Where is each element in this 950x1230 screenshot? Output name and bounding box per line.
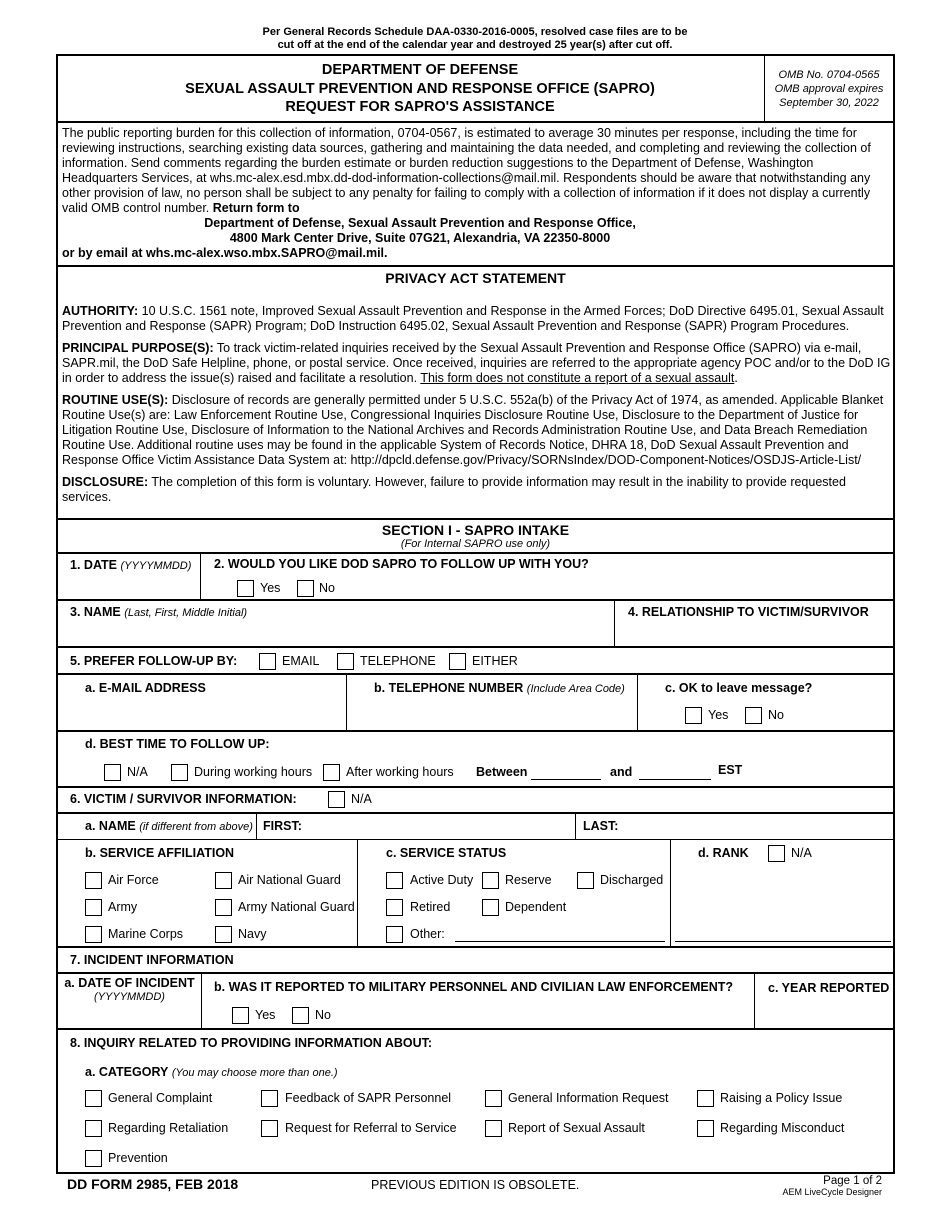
rank-na-checkbox[interactable] — [768, 845, 785, 862]
category-policy-issue-checkbox[interactable] — [697, 1090, 714, 1107]
designer-credit: AEM LiveCycle Designer — [782, 1187, 882, 1197]
burden-bottom-line — [56, 265, 895, 267]
besttime-est-label: EST — [718, 763, 743, 777]
status-reserve-checkbox[interactable] — [482, 872, 499, 889]
q1-q2-divider — [200, 553, 201, 599]
affiliation-air-national-guard-checkbox[interactable] — [215, 872, 232, 889]
category-general-info-label: General Information Request — [508, 1091, 669, 1105]
address-line2: 4800 Mark Center Drive, Suite 07G21, Alexandria, VA 22350-8000 — [229, 231, 611, 245]
page-number: Page 1 of 2 — [823, 1175, 882, 1187]
form-id: DD FORM 2985, FEB 2018 — [67, 1176, 239, 1192]
followup-either-label: EITHER — [472, 654, 518, 668]
disclosure-paragraph — [62, 475, 892, 505]
affiliation-air-force-checkbox[interactable] — [85, 872, 102, 889]
status-dependent-checkbox[interactable] — [482, 899, 499, 916]
row-q5-bottom — [56, 673, 895, 675]
besttime-after-label: After working hours — [346, 765, 454, 779]
q2-no-checkbox[interactable] — [297, 580, 314, 597]
purpose-underline: This form does not constitute a report of a sexual assault — [420, 371, 735, 385]
omb-box — [765, 68, 893, 110]
q5b-label: b. TELEPHONE NUMBER (Include Area Code) — [374, 681, 625, 695]
row-q2-bottom — [56, 599, 895, 601]
purpose-paragraph: PRINCIPAL PURPOSE(S): To track victim-related inquiries received by the Sexual Assault Prevention and Response Office (SAPRO) via e-mail, SAPR.mil, the DoD Safe Helpline, phone, or postal service. Once received, inquiries are referred to the appropriate agency POC and/or to the DoD IG in order to address the issue(s) raised and facilitate a resolution. This form does not constitute a report of a sexual assault. — [62, 341, 891, 385]
routine-text: Disclosure of records are generally permitted under 5 U.S.C. 552a(b) of the Privacy Act of 1974, as amended. Applicable Blanket Routine Use(s) are: Law Enforcement Routine Use, Congressional Inquiries Disclosure Routine Use, Disclosure to the Department of Justice for Litigation Routine Use, Disclosure of Information to the National Archives and Records Administration Routine Use, and Data Breach Remediation Routine Use. Additional routine uses may be found in the applicable System of Records Notice, DHRA 18, DoD Sexual Assault Prevention and Response Office Victim Assistance Data System at: http://dpcld.defense.gov/Privacy/SORNsIndex/DOD-Component-Notices/OSDJS-Article-List/ — [62, 393, 884, 467]
records-notice-line1: Per General Records Schedule DAA-0330-2016-0005, resolved case files are to be — [262, 26, 688, 38]
category-general-complaint-label: General Complaint — [108, 1091, 213, 1105]
disclosure-label: DISCLOSURE: — [62, 475, 149, 489]
q4-label: 4. RELATIONSHIP TO VICTIM/SURVIVOR — [628, 605, 869, 619]
q2-label: 2. WOULD YOU LIKE DOD SAPRO TO FOLLOW UP WITH YOU? — [214, 557, 589, 571]
followup-telephone-checkbox[interactable] — [337, 653, 354, 670]
row-q7abc-bottom — [56, 1028, 895, 1030]
q5b-divider — [637, 674, 638, 730]
besttime-after-checkbox[interactable] — [323, 764, 340, 781]
q8a-label: a. CATEGORY (You may choose more than one.) — [85, 1065, 338, 1079]
status-active-duty-checkbox[interactable] — [386, 872, 403, 889]
q2-no-label: No — [319, 581, 335, 595]
return-to-label: Return form to — [212, 201, 300, 215]
omb-date: September 30, 2022 — [779, 97, 879, 109]
affiliation-air-force-label: Air Force — [108, 873, 159, 887]
q7b-divider — [754, 973, 755, 1028]
q6a-divider-2 — [575, 813, 576, 839]
burden-text: The public reporting burden for this collection of information, 0704-0567, is estimated to average 30 minutes per response, including the time for reviewing instructions, searching existing data sources, gathering and maintaining the data needed, and completing and reviewing the collection of information. Send comments regarding the burden estimate or burden reduction suggestions to the Department of Defense, Washington Headquarters Services, at whs.mc-alex.esd.mbx.dd-dod-information-collections@mail.mil. Respondents should be aware that notwithstanding any other provision of law, no person shall be subject to any penalty for failing to comply with a collection of information if it does not display a currently valid OMB control number. — [62, 126, 871, 215]
header-bottom-line — [56, 121, 895, 123]
q5-label: 5. PREFER FOLLOW-UP BY: — [70, 654, 238, 668]
affiliation-air-national-guard-label: Air National Guard — [238, 873, 341, 887]
q6a-label: a. NAME (if different from above) — [85, 819, 253, 833]
row-q6-bottom — [56, 812, 895, 814]
q8-label: 8. INQUIRY RELATED TO PROVIDING INFORMATION ABOUT: — [70, 1036, 433, 1050]
status-retired-label: Retired — [410, 900, 451, 914]
status-other-label: Other: — [410, 927, 445, 941]
affiliation-army-national-guard-checkbox[interactable] — [215, 899, 232, 916]
category-prevention-label: Prevention — [108, 1151, 168, 1165]
q3-q4-divider — [614, 600, 615, 647]
page-info — [760, 1176, 882, 1198]
affiliation-army-label: Army — [108, 900, 138, 914]
q7b-yes-label: Yes — [255, 1008, 276, 1022]
category-feedback-sapr-label: Feedback of SAPR Personnel — [285, 1091, 452, 1105]
besttime-from-field[interactable] — [531, 779, 601, 780]
affiliation-marine-corps-label: Marine Corps — [108, 927, 184, 941]
category-general-info-checkbox[interactable] — [485, 1090, 502, 1107]
victim-na-checkbox[interactable] — [328, 791, 345, 808]
affiliation-army-checkbox[interactable] — [85, 899, 102, 916]
header-line1: DEPARTMENT OF DEFENSE — [321, 62, 519, 78]
affiliation-navy-checkbox[interactable] — [215, 926, 232, 943]
q7b-no-checkbox[interactable] — [292, 1007, 309, 1024]
q5a-divider — [346, 674, 347, 730]
return-address — [120, 216, 720, 246]
rank-na-label: N/A — [791, 846, 812, 860]
q3-label: 3. NAME (Last, First, Middle Initial) — [70, 605, 248, 619]
purpose-label: PRINCIPAL PURPOSE(S): — [62, 341, 214, 355]
q5c-label: c. OK to leave message? — [665, 681, 813, 695]
q2-yes-label: Yes — [260, 581, 281, 595]
category-retaliation-label: Regarding Retaliation — [108, 1121, 229, 1135]
besttime-and-label: and — [610, 765, 633, 779]
routine-label: ROUTINE USE(S): — [62, 393, 169, 407]
row-q7-bottom — [56, 972, 895, 974]
q6a-divider-1 — [256, 813, 257, 839]
q6b-label: b. SERVICE AFFILIATION — [85, 846, 235, 860]
category-misconduct-checkbox[interactable] — [697, 1120, 714, 1137]
authority-text: 10 U.S.C. 1561 note, Improved Sexual Assault Prevention and Response in the Armed Forces; DoD Directive 6495.01, Sexual Assault Prevention and Response (SAPR) Program; DoD Instruction 6495.02, Sexual Assault Prevention and Response (SAPR) Program Procedures. — [62, 304, 884, 333]
status-other-checkbox[interactable] — [386, 926, 403, 943]
q7b-yes-checkbox[interactable] — [232, 1007, 249, 1024]
category-policy-issue-label: Raising a Policy Issue — [720, 1091, 843, 1105]
omb-number: OMB No. 0704-0565 — [778, 69, 880, 81]
routine-paragraph — [62, 393, 892, 468]
q2-yes-checkbox[interactable] — [237, 580, 254, 597]
section1-bottom-line — [56, 552, 895, 554]
victim-first-label: FIRST: — [263, 819, 302, 833]
followup-either-checkbox[interactable] — [449, 653, 466, 670]
row-q6bcd-bottom — [56, 946, 895, 948]
row-q3-bottom — [56, 646, 895, 648]
affiliation-navy-label: Navy — [238, 927, 267, 941]
status-retired-checkbox[interactable] — [386, 899, 403, 916]
q5c-no-label: No — [768, 708, 784, 722]
q7a-label — [58, 976, 201, 1004]
obsolete-notice: PREVIOUS EDITION IS OBSOLETE. — [371, 1178, 580, 1192]
row-q5abc-bottom — [56, 730, 895, 732]
q5c-yes-label: Yes — [708, 708, 729, 722]
header-line2: SEXUAL ASSAULT PREVENTION AND RESPONSE OFFICE (SAPRO) — [185, 80, 655, 97]
besttime-during-checkbox[interactable] — [171, 764, 188, 781]
q6-label: 6. VICTIM / SURVIVOR INFORMATION: — [70, 792, 297, 806]
category-feedback-sapr-checkbox[interactable] — [261, 1090, 278, 1107]
purpose-text: To track victim-related inquiries received by the Sexual Assault Prevention and Response Office (SAPRO) via e-mail, SAPR.mil, the DoD Safe Helpline, phone, or postal service. Once received, inquiries are referred to the appropriate agency POC and/or to the DoD IG in order to address the issue(s) raised and facilitate a resolution. — [62, 341, 891, 385]
besttime-between-label: Between — [476, 765, 528, 779]
status-reserve-label: Reserve — [505, 873, 552, 887]
privacy-bottom-line — [56, 518, 895, 520]
q5c-no-checkbox[interactable] — [745, 707, 762, 724]
frame-left — [56, 54, 58, 1174]
victim-na-label: N/A — [351, 792, 372, 806]
q6d-label: d. RANK — [698, 846, 749, 860]
besttime-during-label: During working hours — [194, 765, 313, 779]
q1-label: 1. DATE (YYYYMMDD) — [70, 558, 192, 572]
q7a-title: a. DATE OF INCIDENT — [64, 976, 195, 990]
besttime-na-label: N/A — [127, 765, 148, 779]
q6c-divider — [670, 840, 671, 946]
besttime-to-field[interactable] — [639, 779, 711, 780]
status-active-duty-label: Active Duty — [410, 873, 474, 887]
q7-label: 7. INCIDENT INFORMATION — [70, 953, 234, 967]
q7c-label: c. YEAR REPORTED — [768, 981, 890, 995]
q5c-yes-checkbox[interactable] — [685, 707, 702, 724]
burden-statement — [62, 126, 892, 216]
header-line3: REQUEST FOR SAPRO'S ASSISTANCE — [285, 99, 555, 115]
authority-paragraph — [62, 304, 892, 334]
status-discharged-checkbox[interactable] — [577, 872, 594, 889]
followup-telephone-label: TELEPHONE — [360, 654, 436, 668]
disclosure-text: The completion of this form is voluntary. However, failure to provide information may result in the inability to provide requested services. — [62, 475, 846, 504]
category-report-assault-checkbox[interactable] — [485, 1120, 502, 1137]
frame-bottom — [56, 1172, 895, 1174]
status-dependent-label: Dependent — [505, 900, 567, 914]
section1-subtitle: (For Internal SAPRO use only) — [400, 538, 551, 550]
email-return-line: or by email at whs.mc-alex.wso.mbx.SAPRO@mail.mil. — [62, 246, 388, 260]
besttime-na-checkbox[interactable] — [104, 764, 121, 781]
category-report-assault-label: Report of Sexual Assault — [508, 1121, 645, 1135]
q5a-label: a. E-MAIL ADDRESS — [85, 681, 206, 695]
row-q5d-bottom — [56, 786, 895, 788]
q5d-label: d. BEST TIME TO FOLLOW UP: — [85, 737, 270, 751]
address-line1: Department of Defense, Sexual Assault Prevention and Response Office, — [204, 216, 636, 230]
records-notice — [200, 26, 750, 52]
records-notice-line2: cut off at the end of the calendar year and destroyed 25 year(s) after cut off. — [277, 39, 673, 51]
followup-email-checkbox[interactable] — [259, 653, 276, 670]
q7a-hint: (YYYYMMDD) — [94, 991, 165, 1003]
q7b-label: b. WAS IT REPORTED TO MILITARY PERSONNEL AND CIVILIAN LAW ENFORCEMENT? — [214, 980, 733, 994]
category-prevention-checkbox[interactable] — [85, 1150, 102, 1167]
section1-title: SECTION I - SAPRO INTAKE — [381, 522, 570, 538]
category-referral-label: Request for Referral to Service — [285, 1121, 457, 1135]
q6c-label: c. SERVICE STATUS — [386, 846, 507, 860]
followup-email-label: EMAIL — [282, 654, 320, 668]
status-other-field[interactable] — [455, 941, 665, 942]
rank-field[interactable] — [675, 941, 891, 942]
frame-top — [56, 54, 895, 56]
category-retaliation-checkbox[interactable] — [85, 1120, 102, 1137]
status-discharged-label: Discharged — [600, 873, 664, 887]
q7a-divider — [201, 973, 202, 1028]
category-misconduct-label: Regarding Misconduct — [720, 1121, 845, 1135]
frame-right — [893, 54, 895, 1174]
form-header — [110, 61, 730, 117]
q7b-no-label: No — [315, 1008, 331, 1022]
category-general-complaint-checkbox[interactable] — [85, 1090, 102, 1107]
affiliation-army-national-guard-label: Army National Guard — [238, 900, 355, 914]
victim-last-label: LAST: — [583, 819, 619, 833]
category-referral-checkbox[interactable] — [261, 1120, 278, 1137]
authority-label: AUTHORITY: — [62, 304, 139, 318]
omb-approval: OMB approval expires — [774, 83, 884, 95]
q6b-divider — [357, 840, 358, 946]
affiliation-marine-corps-checkbox[interactable] — [85, 926, 102, 943]
row-q6a-bottom — [56, 839, 895, 840]
privacy-title: PRIVACY ACT STATEMENT — [385, 270, 566, 286]
